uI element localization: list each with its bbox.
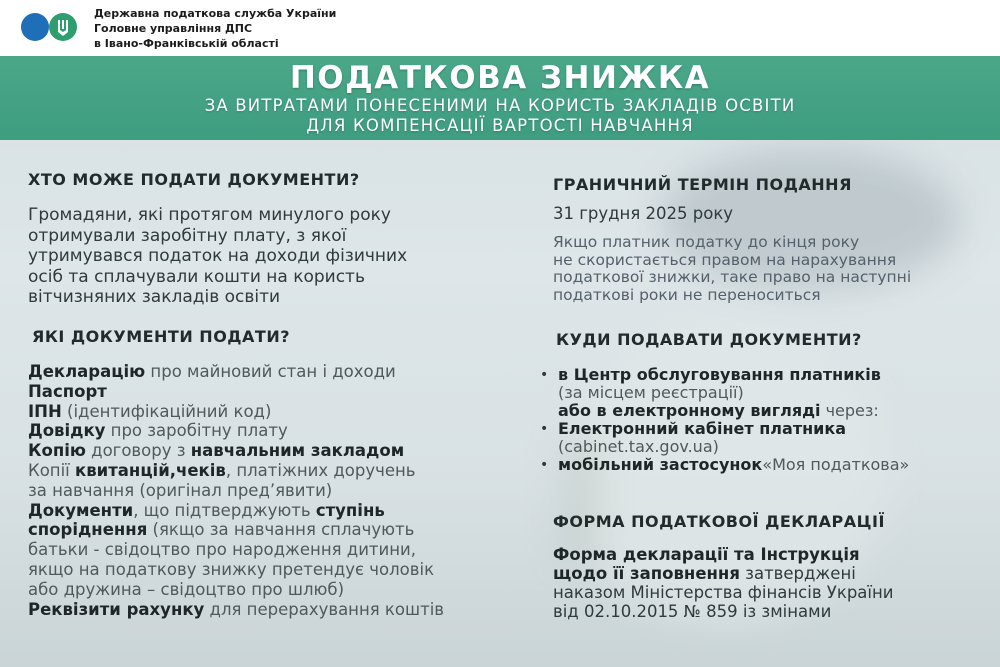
doc-item-receipts-cont: за навчання (оригінал пред’явити) [28, 480, 333, 500]
who-line: Громадяни, які протягом минулого року [28, 205, 391, 225]
where-list [540, 366, 990, 474]
doc-item-declaration: Декларацію про майновий стан і доходи [28, 362, 396, 381]
where-item-cabinet: • Електронний кабінет платника [540, 419, 847, 438]
doc-item-kinship-cont: або дружина – свідоцтво про шлюб) [28, 579, 345, 599]
where-item-cabinet-url: (cabinet.tax.gov.ua) [558, 437, 719, 456]
who-heading: ХТО МОЖЕ ПОДАТИ ДОКУМЕНТИ? [28, 170, 360, 189]
doc-item-kinship: Документи, що підтверджують ступінь [28, 500, 385, 520]
subtitle-line-1: ЗА ВИТРАТАМИ ПОНЕСЕНИМИ НА КОРИСТЬ ЗАКЛАДІВ ОСВІТИ [204, 96, 796, 115]
subtitle-line-2: ДЛЯ КОМПЕНСАЦІЇ ВАРТОСТІ НАВЧАННЯ [306, 116, 694, 135]
doc-item-ipn: ІПН (ідентифікаційний код) [28, 401, 272, 421]
who-line: отримували заробітну плату, з якої [28, 225, 347, 246]
form-line: від 02.10.2015 № 859 із змінами [553, 602, 832, 621]
dps-logo-icon [21, 12, 77, 42]
form-line: Форма декларації та Інструкція [553, 545, 860, 564]
doc-item-passport: Паспорт [28, 381, 107, 401]
where-item-service-center: • в Центр обслуговування платників [540, 365, 881, 384]
deadline-note [553, 234, 983, 304]
doc-item-kinship-cont: якщо на податкову знижку претендує чоловік [28, 559, 435, 579]
note-line: податкової знижки, таке право на наступні [553, 268, 912, 286]
doc-item-salary-certificate: Довідку про заробітну плату [28, 421, 288, 441]
title-banner [0, 56, 1000, 140]
form-paragraph [553, 545, 973, 621]
form-heading: ФОРМА ПОДАТКОВОЇ ДЕКЛАРАЦІЇ [553, 512, 885, 531]
doc-item-account: Реквізити рахунку для перерахування коштів [28, 599, 445, 619]
form-line: щодо її заповнення затверджені [553, 564, 856, 583]
header [0, 0, 1000, 56]
deadline-heading: ГРАНИЧНИЙ ТЕРМІН ПОДАННЯ [553, 175, 852, 194]
who-line: утримувався податок на доходи фізичних [28, 246, 408, 266]
doc-item-kinship-cont: споріднення (якщо за навчання сплачують [28, 520, 415, 540]
note-line: не скористається правом на нарахування [553, 250, 897, 269]
note-line: податкові роки не переноситься [553, 285, 821, 304]
who-line: вітчизняних закладів освіти [28, 287, 281, 307]
who-line: осіб та сплачували кошти на користь [28, 266, 365, 287]
where-item-mobile-app: • мобільний застосунок «Моя податкова» [540, 455, 910, 474]
docs-heading: ЯКІ ДОКУМЕНТИ ПОДАТИ? [32, 327, 291, 346]
org-line-3: в Івано-Франківській області [94, 37, 279, 50]
docs-list [28, 362, 518, 619]
form-line: наказом Міністерства фінансів України [553, 583, 894, 602]
org-line-1: Державна податкова служба України [94, 7, 337, 20]
page-title: ПОДАТКОВА ЗНИЖКА [289, 60, 711, 96]
deadline-date: 31 грудня 2025 року [553, 204, 734, 223]
where-item-registration: (за місцем реєстрації) [558, 383, 744, 402]
org-line-2: Головне управління ДПС [94, 22, 253, 35]
where-heading: КУДИ ПОДАВАТИ ДОКУМЕНТИ? [556, 330, 862, 349]
where-item-electronic: або в електронному вигляді через: [558, 401, 879, 420]
doc-item-receipts: Копії квитанцій,чеків, платіжних доручень [28, 460, 416, 480]
note-line: Якщо платник податку до кінця року [553, 233, 860, 251]
doc-item-contract: Копію договору з навчальним закладом [28, 441, 405, 461]
organization-name [94, 6, 336, 51]
doc-item-kinship-cont: батьки - свідоцтво про народження дитини, [28, 540, 417, 560]
who-paragraph [28, 205, 498, 308]
